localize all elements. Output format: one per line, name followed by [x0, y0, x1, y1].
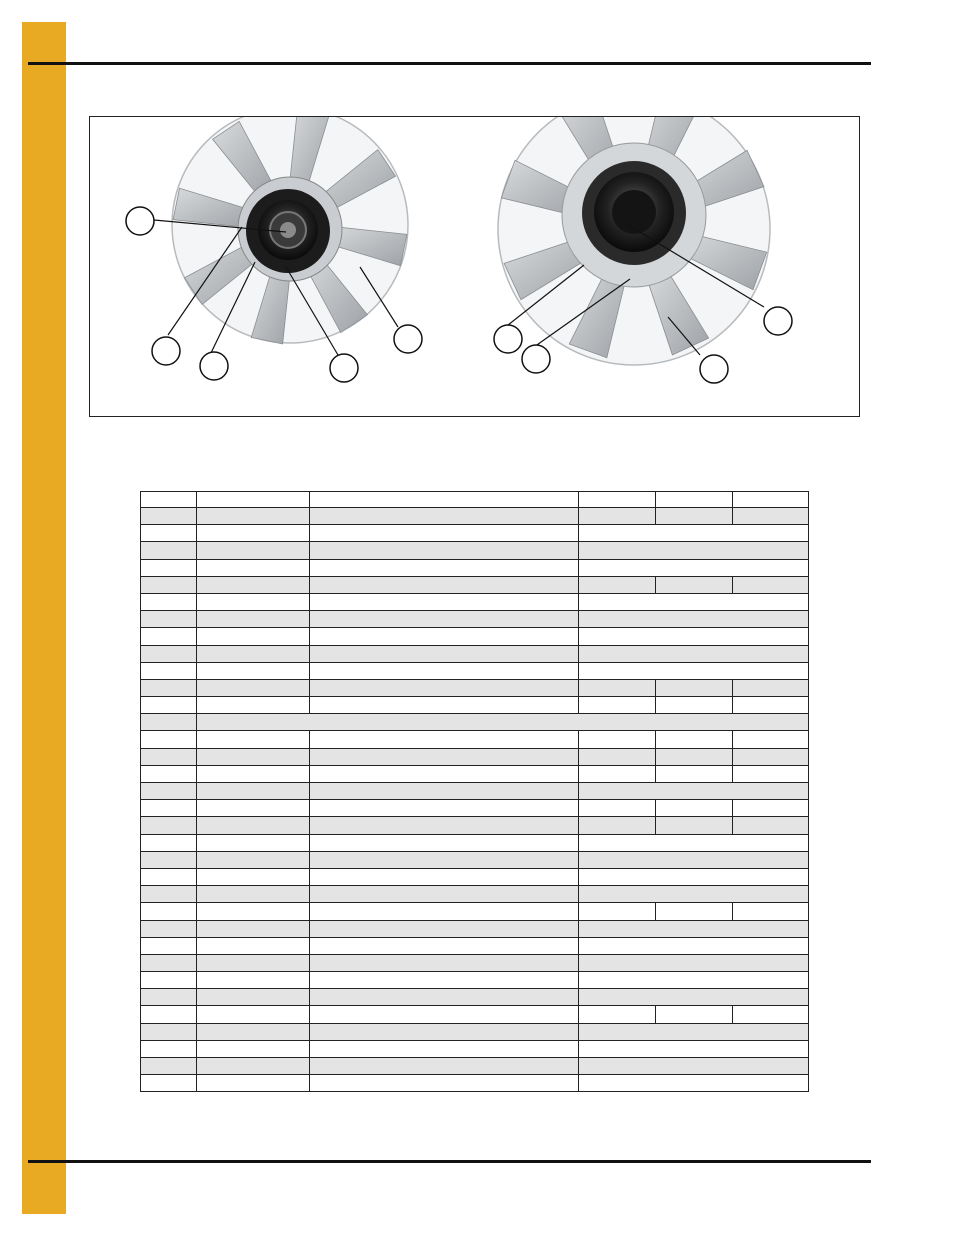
table-cell [141, 1023, 197, 1040]
table-row [141, 508, 809, 525]
header-cell [579, 492, 656, 508]
table-cell [141, 1006, 197, 1023]
table-row [141, 542, 809, 559]
table-cell [656, 765, 733, 782]
table-cell [141, 868, 197, 885]
table-row [141, 868, 809, 885]
table-cell [310, 834, 579, 851]
table-cell [310, 886, 579, 903]
table-cell [197, 1075, 310, 1092]
table-cell [310, 851, 579, 868]
table-cell [310, 989, 579, 1006]
table-cell [197, 886, 310, 903]
table-row [141, 628, 809, 645]
table-cell [197, 628, 310, 645]
table-row [141, 800, 809, 817]
table-row [141, 1023, 809, 1040]
table-cell [141, 800, 197, 817]
table-cell [579, 748, 656, 765]
table-cell [197, 868, 310, 885]
table-cell [197, 972, 310, 989]
table-cell [656, 1006, 733, 1023]
table-cell [197, 679, 310, 696]
table-cell [197, 576, 310, 593]
header-cell [733, 492, 809, 508]
table-cell [579, 697, 656, 714]
table-cell [310, 697, 579, 714]
table-cell [197, 508, 310, 525]
table-cell [197, 1006, 310, 1023]
table-cell [310, 611, 579, 628]
callout-bubble [126, 207, 154, 235]
table-cell [579, 817, 656, 834]
table-cell [579, 851, 809, 868]
table-cell [141, 1075, 197, 1092]
parts-figure [89, 116, 860, 417]
table-cell [197, 989, 310, 1006]
table-cell [579, 800, 656, 817]
table-row [141, 989, 809, 1006]
table-cell [141, 508, 197, 525]
table-cell [197, 937, 310, 954]
table-cell [197, 525, 310, 542]
table-cell [141, 1040, 197, 1057]
table-cell [197, 817, 310, 834]
table-cell [141, 559, 197, 576]
table-cell [656, 508, 733, 525]
table-cell [141, 783, 197, 800]
fan-wheel-illustration [90, 117, 861, 418]
table-cell [197, 920, 310, 937]
table-cell [197, 559, 310, 576]
table-cell [310, 1075, 579, 1092]
table-cell [733, 800, 809, 817]
table-cell [579, 1058, 809, 1075]
parts-list-table [140, 491, 809, 1092]
table-cell [197, 851, 310, 868]
table-cell [656, 576, 733, 593]
table-cell [141, 1058, 197, 1075]
table-cell [733, 508, 809, 525]
table-cell [141, 611, 197, 628]
table-cell [579, 886, 809, 903]
table-cell [579, 954, 809, 971]
table-row [141, 1058, 809, 1075]
table-cell [197, 593, 310, 610]
table-cell [310, 817, 579, 834]
table-cell [310, 800, 579, 817]
table-row [141, 645, 809, 662]
header-cell [656, 492, 733, 508]
table-cell [197, 714, 809, 731]
table-cell [141, 731, 197, 748]
table-cell [733, 903, 809, 920]
table-cell [579, 972, 809, 989]
table-row [141, 525, 809, 542]
table-cell [579, 662, 809, 679]
table-cell [310, 1040, 579, 1057]
callout-bubble [330, 354, 358, 382]
callout-bubble [394, 325, 422, 353]
table-cell [310, 525, 579, 542]
callout-bubble [152, 337, 180, 365]
table-cell [579, 1075, 809, 1092]
table-row [141, 697, 809, 714]
header-cell [141, 492, 197, 508]
table-cell [656, 903, 733, 920]
table-cell [579, 628, 809, 645]
table-cell [141, 765, 197, 782]
table-cell [579, 920, 809, 937]
table-cell [310, 1058, 579, 1075]
table-row [141, 714, 809, 731]
table-cell [579, 1040, 809, 1057]
table-cell [197, 662, 310, 679]
table-cell [141, 576, 197, 593]
table-cell [141, 903, 197, 920]
table-cell [141, 989, 197, 1006]
table-cell [579, 731, 656, 748]
table-cell [310, 508, 579, 525]
table-cell [656, 800, 733, 817]
table-cell [197, 645, 310, 662]
table-cell [579, 1006, 656, 1023]
callout-bubble [764, 307, 792, 335]
table-cell [310, 920, 579, 937]
table-cell [310, 868, 579, 885]
table-cell [579, 937, 809, 954]
table-row [141, 748, 809, 765]
table-cell [579, 679, 656, 696]
table-cell [197, 542, 310, 559]
table-cell [579, 645, 809, 662]
table-cell [733, 748, 809, 765]
table-cell [141, 972, 197, 989]
table-cell [310, 662, 579, 679]
table-cell [310, 954, 579, 971]
table-cell [141, 542, 197, 559]
table-cell [141, 679, 197, 696]
callout-bubble [494, 325, 522, 353]
table-cell [733, 576, 809, 593]
table-cell [197, 765, 310, 782]
table-cell [197, 1058, 310, 1075]
chapter-side-tab [22, 22, 66, 1214]
table-cell [310, 628, 579, 645]
table-cell [141, 748, 197, 765]
table-row [141, 817, 809, 834]
table-row [141, 1040, 809, 1057]
table-cell [141, 628, 197, 645]
table-cell [310, 559, 579, 576]
table-cell [310, 765, 579, 782]
table-cell [310, 679, 579, 696]
table-cell [579, 903, 656, 920]
table-row [141, 1075, 809, 1092]
table-cell [579, 542, 809, 559]
table-row [141, 851, 809, 868]
table-row [141, 731, 809, 748]
table-row [141, 954, 809, 971]
table-row [141, 662, 809, 679]
table-cell [141, 851, 197, 868]
table-row [141, 576, 809, 593]
table-cell [733, 697, 809, 714]
callout-bubble [200, 352, 228, 380]
table-cell [579, 834, 809, 851]
table-cell [656, 679, 733, 696]
table-cell [141, 525, 197, 542]
table-header-row [141, 492, 809, 508]
table-cell [579, 765, 656, 782]
table-row [141, 920, 809, 937]
table-cell [579, 508, 656, 525]
table-cell [656, 731, 733, 748]
table-row [141, 593, 809, 610]
table-cell [197, 800, 310, 817]
table-cell [141, 954, 197, 971]
left-fan-wheel [172, 117, 408, 344]
table-row [141, 937, 809, 954]
table-cell [656, 817, 733, 834]
table-cell [656, 697, 733, 714]
table-cell [197, 954, 310, 971]
table-cell [310, 972, 579, 989]
table-cell [733, 817, 809, 834]
table-cell [141, 697, 197, 714]
table-cell [197, 731, 310, 748]
table-cell [141, 920, 197, 937]
table-cell [141, 834, 197, 851]
table-cell [310, 937, 579, 954]
table-row [141, 679, 809, 696]
table-cell [733, 679, 809, 696]
table-cell [141, 662, 197, 679]
table-cell [579, 576, 656, 593]
table-cell [310, 593, 579, 610]
table-cell [310, 1006, 579, 1023]
table-cell [141, 645, 197, 662]
table-row [141, 972, 809, 989]
table-cell [197, 1040, 310, 1057]
table-cell [310, 1023, 579, 1040]
table-cell [579, 868, 809, 885]
table-cell [310, 748, 579, 765]
table-row [141, 1006, 809, 1023]
table-cell [310, 542, 579, 559]
table-cell [141, 886, 197, 903]
table-cell [579, 783, 809, 800]
table-cell [733, 765, 809, 782]
footer-rule [28, 1160, 871, 1163]
table-cell [141, 593, 197, 610]
table-row [141, 834, 809, 851]
table-row [141, 783, 809, 800]
table-cell [197, 783, 310, 800]
table-cell [579, 593, 809, 610]
table-row [141, 886, 809, 903]
table-row [141, 765, 809, 782]
table-cell [733, 1006, 809, 1023]
table-cell [310, 903, 579, 920]
header-rule [28, 62, 871, 65]
table-cell [579, 559, 809, 576]
table-cell [579, 525, 809, 542]
table-cell [310, 645, 579, 662]
parts-table-body [141, 492, 809, 1092]
table-cell [141, 714, 197, 731]
header-cell [197, 492, 310, 508]
table-row [141, 559, 809, 576]
table-cell [310, 783, 579, 800]
table-cell [310, 731, 579, 748]
table-cell [197, 1023, 310, 1040]
table-cell [197, 748, 310, 765]
header-cell [310, 492, 579, 508]
table-cell [141, 817, 197, 834]
table-cell [733, 731, 809, 748]
table-cell [197, 834, 310, 851]
table-cell [197, 611, 310, 628]
table-cell [579, 989, 809, 1006]
table-cell [197, 697, 310, 714]
table-cell [310, 576, 579, 593]
table-cell [141, 937, 197, 954]
table-cell [579, 611, 809, 628]
callout-bubble [700, 355, 728, 383]
table-cell [197, 903, 310, 920]
table-row [141, 611, 809, 628]
right-fan-wheel [498, 117, 770, 365]
table-row [141, 903, 809, 920]
callout-bubble [522, 345, 550, 373]
table-cell [579, 1023, 809, 1040]
table-cell [656, 748, 733, 765]
